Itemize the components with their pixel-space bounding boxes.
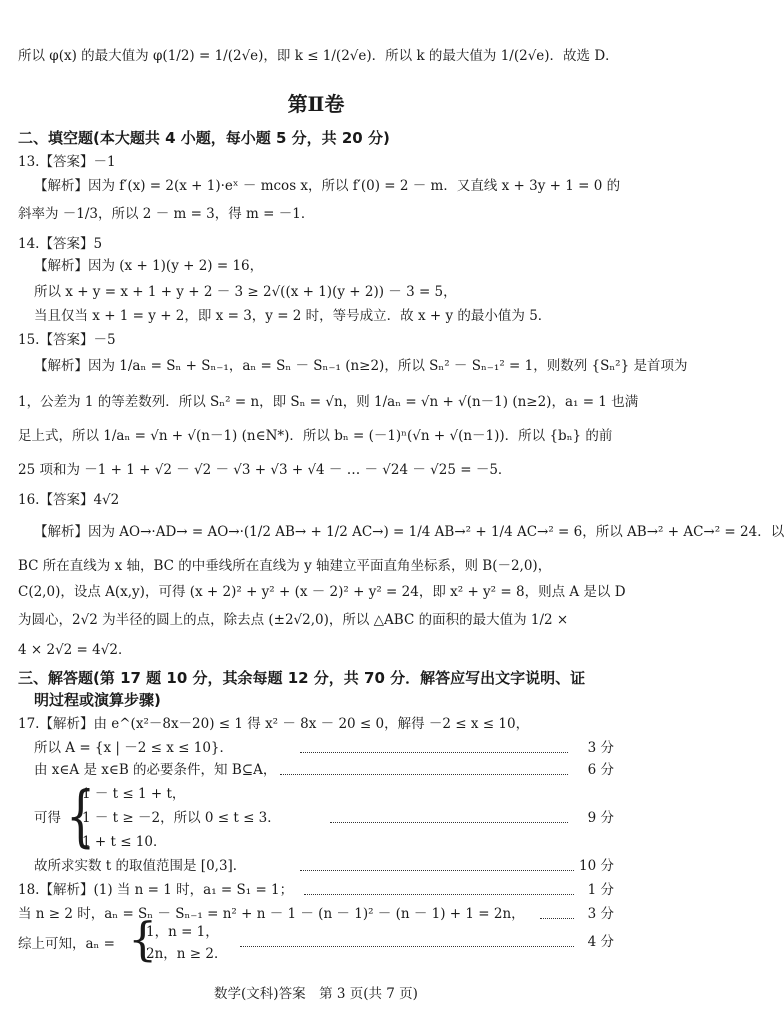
score-leader-dots [300, 870, 574, 871]
q16-analysis-line: 4 × 2√2 = 4√2． [18, 642, 132, 658]
q17-analysis-line: 故所求实数 t 的取值范围是 [0,3]． [34, 858, 247, 874]
q15-analysis-line: 足上式，所以 1/aₙ = √n + √(n－1) (n∈N*)．所以 bₙ = (－1)ⁿ(√n + √(n－1))．所以 {bₙ} 的前 [18, 428, 613, 444]
q16-analysis-line: 为圆心，2√2 为半径的圆上的点，除去点 (±2√2,0)，所以 △ABC 的面积的最大值为 1/2 × [18, 612, 569, 628]
q15-analysis-line: 【解析】因为 1/aₙ = Sₙ + Sₙ₋₁，aₙ = Sₙ － Sₙ₋₁ (n≥2)，所以 Sₙ² － Sₙ₋₁² = 1，则数列 {Sₙ²} 是首项为 [34, 358, 688, 374]
score-leader-dots [300, 752, 568, 753]
q17-system-row: 1 － t ≤ 1 + t， [82, 786, 186, 802]
q14-analysis-line: 【解析】因为 (x + 1)(y + 2) = 16， [34, 258, 264, 274]
q17-system-row: 1 － t ≥ －2，所以 0 ≤ t ≤ 3． [82, 810, 281, 826]
q18-analysis-line: 18.【解析】(1) 当 n = 1 时，a₁ = S₁ = 1； [18, 882, 294, 898]
score-leader-dots [240, 946, 574, 947]
score-mark: 3 分 [587, 906, 614, 922]
score-leader-dots [540, 918, 574, 919]
q15-answer: 15.【答案】－5 [18, 332, 116, 348]
score-leader-dots [330, 822, 568, 823]
q18-case-prefix: 综上可知，aₙ = [18, 936, 115, 952]
q14-analysis-line: 所以 x + y = x + 1 + y + 2 － 3 ≥ 2√((x + 1)(y + 2)) － 3 = 5， [34, 284, 457, 300]
q17-analysis-line: 所以 A = {x | －2 ≤ x ≤ 10}． [34, 740, 234, 756]
score-mark: 1 分 [587, 882, 614, 898]
q18-case-row: 2n，n ≥ 2． [146, 946, 228, 962]
score-leader-dots [304, 894, 574, 895]
q14-analysis-line: 当且仅当 x + 1 = y + 2，即 x = 3，y = 2 时，等号成立．故 x + y 的最小值为 5． [34, 308, 552, 324]
left-brace-icon: { [128, 912, 158, 966]
q16-analysis-line: C(2,0)，设点 A(x,y)，可得 (x + 2)² + y² + (x － 2)² + y² = 24，即 x² + y² = 8，则点 A 是以 D [18, 584, 626, 600]
q17-analysis-line: 由 x∈A 是 x∈B 的必要条件，知 B⊆A， [34, 762, 277, 778]
q17-analysis-line: 17.【解析】由 e^(x²－8x－20) ≤ 1 得 x² － 8x － 20 ≤ 0，解得 －2 ≤ x ≤ 10， [18, 716, 530, 732]
q13-answer: 13.【答案】－1 [18, 154, 116, 170]
score-mark: 4 分 [587, 934, 614, 950]
q17-system-prefix: 可得 [34, 810, 61, 826]
q14-answer: 14.【答案】5 [18, 236, 103, 252]
top-conclusion-line: 所以 φ(x) 的最大值为 φ(1/2) = 1/(2√e)，即 k ≤ 1/(2√e)．所以 k 的最大值为 1/(2√e)．故选 D． [18, 48, 619, 64]
score-mark: 10 分 [579, 858, 614, 874]
section-solution-heading-cont: 明过程或演算步骤) [34, 691, 161, 709]
q18-case-row: 1，n = 1， [146, 924, 219, 940]
q13-analysis-line: 【解析】因为 f′(x) = 2(x + 1)·eˣ － mcos x，所以 f′(0) = 2 － m．又直线 x + 3y + 1 = 0 的 [34, 178, 621, 194]
section-fill-in-heading: 二、填空题(本大题共 4 小题，每小题 5 分，共 20 分) [18, 129, 390, 147]
q17-system-row: 1 + t ≤ 10． [82, 834, 167, 850]
page-footer: 数学(文科)答案 第 3 页(共 7 页) [214, 986, 418, 1002]
q18-analysis-line: 当 n ≥ 2 时，aₙ = Sₙ － Sₙ₋₁ = n² + n － 1 － (n － 1)² － (n － 1) + 1 = 2n， [18, 906, 525, 922]
q16-analysis-line: BC 所在直线为 x 轴，BC 的中垂线所在直线为 y 轴建立平面直角坐标系，则 B(－2,0)， [18, 558, 552, 574]
q15-analysis-line: 25 项和为 －1 + 1 + √2 － √2 － √3 + √3 + √4 － … － √24 － √25 = －5． [18, 462, 512, 478]
section-solution-heading: 三、解答题(第 17 题 10 分，其余每题 12 分，共 70 分．解答应写出文字说明、证 [18, 669, 586, 687]
score-mark: 9 分 [587, 810, 614, 826]
q15-analysis-line: 1，公差为 1 的等差数列．所以 Sₙ² = n，即 Sₙ = √n，则 1/aₙ = √n + √(n－1) (n≥2)，a₁ = 1 也满 [18, 394, 639, 410]
q13-analysis-line: 斜率为 －1/3，所以 2 － m = 3，得 m = －1． [18, 206, 315, 222]
score-mark: 6 分 [587, 762, 614, 778]
left-brace-icon: { [66, 776, 96, 855]
score-leader-dots [280, 774, 568, 775]
q16-analysis-line: 【解析】因为 AO→·AD→ = AO→·(1/2 AB→ + 1/2 AC→) = 1/4 AB→² + 1/4 AC→² = 6，所以 AB→² + AC→² = 24．以 [34, 524, 784, 540]
part-title: 第Ⅱ卷 [287, 92, 345, 116]
q16-answer: 16.【答案】4√2 [18, 492, 120, 508]
score-mark: 3 分 [587, 740, 614, 756]
